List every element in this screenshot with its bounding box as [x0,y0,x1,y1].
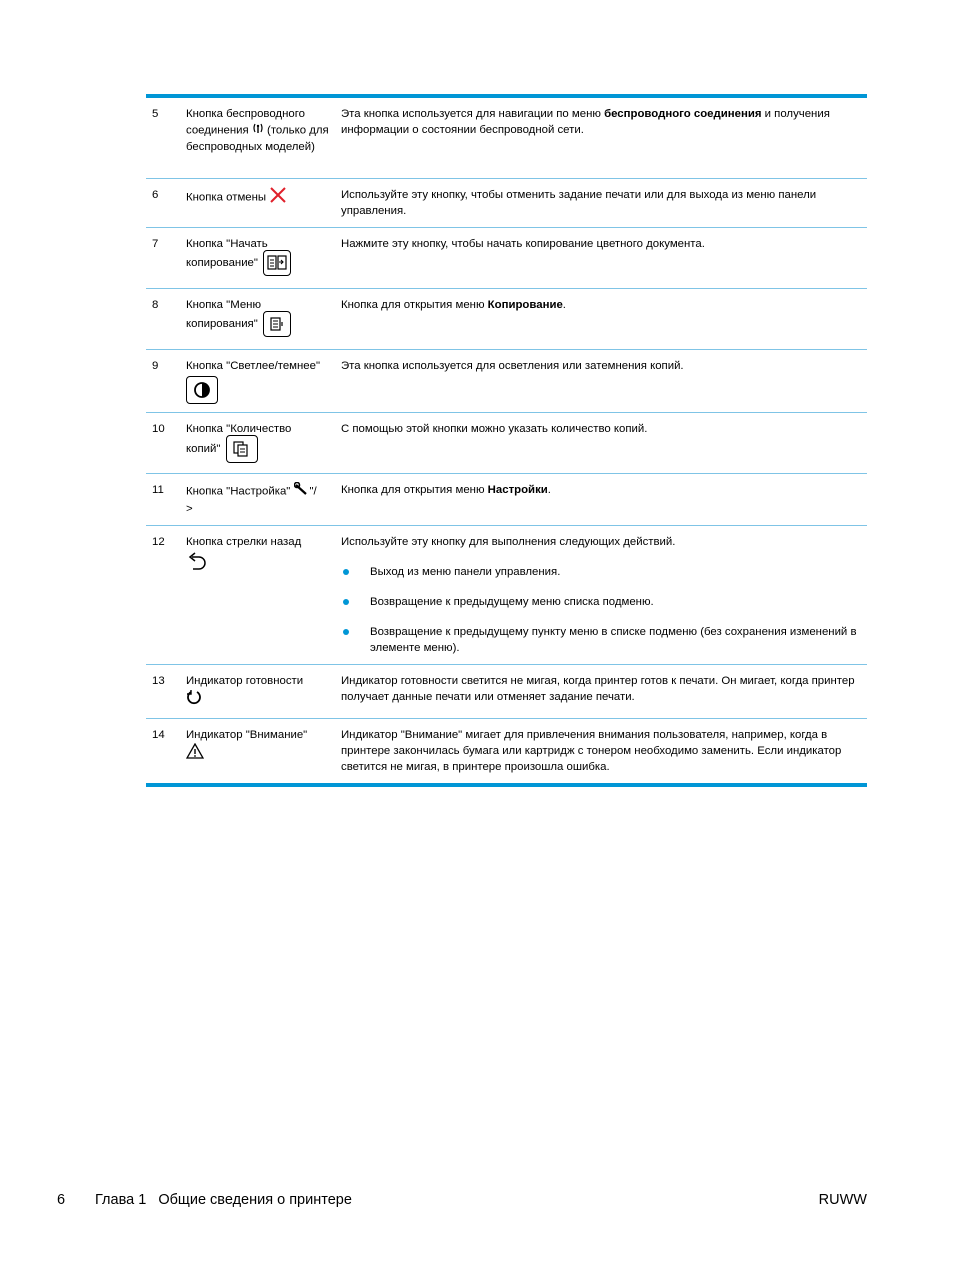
row-number: 8 [152,299,159,311]
table-row [146,227,867,288]
row-description: Используйте эту кнопку, чтобы отменить задание печати или для выхода из меню панели управления. [341,189,817,217]
row-item-name: Индикатор "Внимание" [186,727,341,775]
wrench-icon [294,482,310,501]
table-row [146,473,867,525]
row-item-name: Кнопка отмены [186,187,341,219]
row-description: С помощью этой кнопки можно указать количество копий. [341,423,648,435]
row-description: Используйте эту кнопку для выполнения следующих действий. Выход из меню панели управления. Возвращение к предыдущему меню списка подменю. Возвращение к предыдущему пункту меню в списке подменю (без сохранения изменений в элементе меню). [341,534,867,656]
row-number: 11 [152,484,164,496]
table-row [146,525,867,664]
row-description: Индикатор "Внимание" мигает для привлечения внимания пользователя, например, когда в принтере закончилась бумага или картридж с тонером необходимо заменить. Если индикатор светится не мигая, в принтере произошла ошибка. [341,729,842,773]
row-item-name: Кнопка "Начать копирование" [186,236,341,280]
row-item-name: Кнопка стрелки назад [186,534,341,656]
chapter-title: Глава 1 Общие сведения о принтере [95,1192,352,1208]
row-number: 9 [152,360,159,372]
row-description: Индикатор готовности светится не мигая, когда принтер готов к печати. Он мигает, когда принтер получает данные печати или отменяет задание печати. [341,675,855,703]
row-description: Кнопка для открытия меню Копирование. [341,299,566,311]
row-item-name: Кнопка "Меню копирования" [186,297,341,341]
wireless-icon [252,122,264,139]
table-row [146,288,867,349]
page-number: 6 [57,1192,66,1208]
action-list [341,564,859,656]
ready-indicator-icon [186,689,202,710]
attention-warning-icon [186,743,204,764]
row-number: 14 [152,729,165,741]
cancel-x-icon [269,187,287,208]
row-item-name: Кнопка "Количество копий" [186,421,341,465]
row-item-name: Кнопка "Светлее/темнее" [186,358,341,404]
row-number: 7 [152,238,159,250]
row-item-name: Кнопка беспроводного соединения (только для беспроводных моделей) [186,108,329,153]
table-row [146,664,867,718]
row-number: 10 [152,423,165,435]
table-row [146,178,867,227]
start-copy-icon [263,250,291,276]
table-row [146,412,867,473]
locale-code: RUWW [818,1192,867,1208]
row-description: Эта кнопка используется для навигации по меню беспроводного соединения и получения информации о состоянии беспроводной сети. [341,108,830,136]
copy-menu-icon [263,311,291,337]
row-number: 5 [152,108,159,120]
list-item: Выход из меню панели управления. [341,564,859,580]
row-item-name: Индикатор готовности [186,673,341,710]
table-row [146,98,867,178]
row-description: Эта кнопка используется для осветления или затемнения копий. [341,360,684,372]
number-of-copies-icon [226,435,258,463]
back-arrow-icon [186,552,208,577]
row-description: Кнопка для открытия меню Настройки. [341,484,551,496]
row-item-name: Кнопка "Настройка" "/ > [186,482,341,517]
row-description: Нажмите эту кнопку, чтобы начать копирование цветного документа. [341,238,705,250]
lighter-darker-icon [186,376,218,404]
table-row [146,349,867,412]
list-item: Возвращение к предыдущему пункту меню в списке подменю (без сохранения изменений в элементе меню). [341,624,859,656]
row-number: 6 [152,189,159,201]
control-panel-table [146,94,867,787]
row-number: 12 [152,536,165,548]
row-number: 13 [152,675,165,687]
list-item: Возвращение к предыдущему меню списка подменю. [341,594,859,610]
table-row [146,718,867,783]
